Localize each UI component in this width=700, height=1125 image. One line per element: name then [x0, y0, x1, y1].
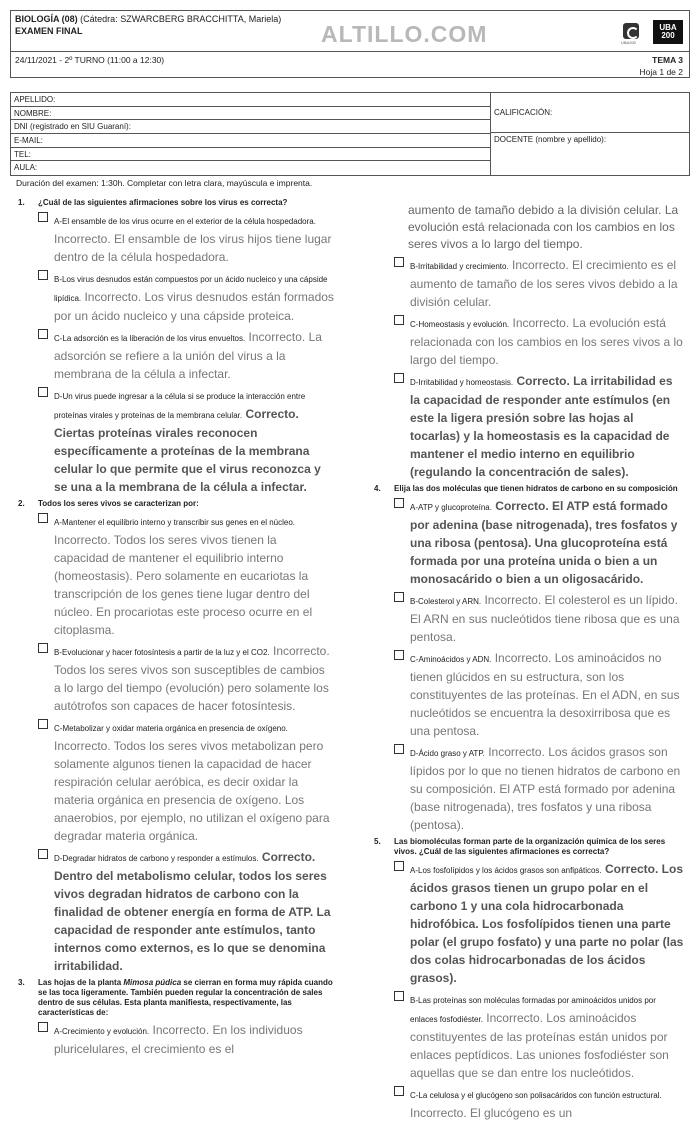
right-column [372, 202, 684, 1125]
question-number: 4. [374, 484, 381, 493]
question-2 [16, 499, 334, 975]
option-4c[interactable]: C-Aminoácidos y ADN. Incorrecto. Los aminoácidos no tienen glúcidos en su estructura, son los constituyentes de las proteínas. En el ADN, en sus nucleótidos se encuentra la desoxirribosa que es una pentosa. [394, 649, 684, 740]
question-number: 1. [18, 198, 25, 207]
option-2d[interactable]: D-Degradar hidratos de carbono y responder a estímulos. Correcto. Dentro del metabolismo celular, todos los seres vivos degradan hidratos de carbono con la finalidad de obtener energía en forma de ATP. La capacidad de responder ante estímulos, tanto internos como externos, es lo que se denomina irritabilidad. [38, 848, 334, 975]
option-1a[interactable]: A-El ensamble de los virus ocurre en el exterior de la célula hospedadora. Incorrecto. El ensamble de los virus hijos tiene lugar dentro de la célula hospedadora. [38, 211, 334, 266]
option-3c[interactable]: C-Homeostasis y evolución. Incorrecto. La evolución está relacionada con los cambios en los seres vivos a lo largo del tiempo. [394, 314, 684, 369]
question-number: 3. [18, 978, 25, 987]
field-apellido[interactable]: APELLIDO: [11, 93, 490, 107]
question-text: Las hojas de la planta Mimosa púdica se cierran en forma muy rápida cuando se las toca ligeramente. También pueden regular la concentración de sales dentro de sus células. Esta planta manifiesta, respectivamente, las características de: [38, 978, 333, 1017]
checkbox[interactable] [38, 849, 48, 859]
field-email[interactable]: E-MAIL: [11, 134, 490, 148]
checkbox[interactable] [394, 498, 404, 508]
field-calificacion: CALIFICACIÓN: [491, 93, 689, 133]
question-1 [16, 198, 334, 496]
checkbox[interactable] [38, 719, 48, 729]
page-number: Hoja 1 de 2 [639, 67, 683, 77]
checkbox[interactable] [394, 1086, 404, 1096]
checkbox[interactable] [394, 257, 404, 267]
uba-logo [617, 18, 685, 46]
exam-date: 24/11/2021 - 2º TURNO (11:00 a 12:30) [15, 55, 165, 65]
option-2a[interactable]: A-Mantener el equilibrio interno y transcribir sus genes en el núcleo. Incorrecto. Todos los seres vivos tienen la capacidad de mantener el equilibrio interno (homeostasis). Pero solamente en eucariotas la transcripción de los genes tiene lugar dentro del núcleo. En procariotas este proceso ocurre en el citoplasma. [38, 512, 334, 639]
option-5a[interactable]: A-Los fosfolípidos y los ácidos grasos son anfipáticos. Correcto. Los ácidos grasos tienen un grupo polar en el carbono 1 y una cola hidrocarbonada hidrofóbica. Los fosfolípidos tienen una parte polar (el grupo fosfato) y una parte no polar (las dos colas hidrocarbonadas de los ácidos grasos). [394, 860, 684, 987]
question-text: Todos los seres vivos se caracterizan por: [38, 499, 199, 508]
option-2c[interactable]: C-Metabolizar y oxidar materia orgánica en presencia de oxígeno. Incorrecto. Todos los seres vivos metabolizan pero solamente algunos tienen la capacidad de hacer respiración celular aeróbica, es decir oxidar la materia orgánica en presencia de oxígeno. Los anaerobios, por ejemplo, no utilizan el oxígeno para degradar materia orgánica. [38, 718, 334, 845]
checkbox[interactable] [38, 270, 48, 280]
option-1d[interactable]: D-Un virus puede ingresar a la célula si se produce la interacción entre proteínas virales y proteínas de la membrana celular. Correcto. Ciertas proteínas virales reconocen específicamente a proteínas de la membrana celular lo que permite que el virus reconozca y se una a la membrana de la célula a infectar. [38, 386, 334, 496]
checkbox[interactable] [38, 212, 48, 222]
checkbox[interactable] [38, 387, 48, 397]
field-tel[interactable]: TEL: [11, 148, 490, 162]
checkbox[interactable] [394, 991, 404, 1001]
exam-type: EXAMEN FINAL [15, 26, 83, 36]
subject-line: BIOLOGÍA (08) (Cátedra: SZWARCBERG BRACCHITTA, Mariela) [15, 14, 282, 24]
exam-header [10, 10, 690, 78]
option-3a[interactable]: A-Crecimiento y evolución. Incorrecto. En los individuos pluricelulares, el crecimiento es el [38, 1021, 334, 1058]
field-nombre[interactable]: NOMBRE: [11, 107, 490, 121]
option-5b[interactable]: B-Las proteínas son moléculas formadas por aminoácidos unidos por enlaces fosfodiéster. Incorrecto. Los aminoácidos constituyentes de las proteínas están unidos por enlaces peptídicos. Las uniones fosfodiéster son aquellas que se dan entre los nucleótidos. [394, 990, 684, 1082]
option-4b[interactable]: B-Colesterol y ARN. Incorrecto. El colesterol es un lípido. El ARN en sus nucleótidos tiene ribosa que es una pentosa. [394, 591, 684, 646]
exam-tema: TEMA 3 [652, 55, 683, 65]
question-number: 2. [18, 499, 25, 508]
uba-emblem-icon [623, 23, 639, 39]
question-5 [372, 837, 684, 1122]
option-3d[interactable]: D-Irritabilidad y homeostasis. Correcto. La irritabilidad es la capacidad de responder ante estímulos (en este la ligera presión sobre las hojas al tocarlas) y la homeostasis es la capacidad de mantener el medio interno en equilibrio (regulando la concentración de sales). [394, 372, 684, 481]
checkbox[interactable] [38, 513, 48, 523]
student-info-form [10, 92, 690, 176]
checkbox[interactable] [38, 643, 48, 653]
logo-text-block: UBA 200 [653, 20, 683, 44]
logo-small-text: UBA200 [621, 40, 636, 45]
checkbox[interactable] [394, 315, 404, 325]
question-text: Las biomoléculas forman parte de la organización química de los seres vivos. ¿Cuál de las siguientes afirmaciones es correcta? [394, 837, 666, 856]
option-3a-continued: aumento de tamaño debido a la división celular. La evolución está relacionada con los cambios en los seres vivos a lo largo del tiempo. [408, 203, 679, 251]
checkbox[interactable] [394, 650, 404, 660]
question-4 [372, 484, 684, 834]
option-5c[interactable]: C-La celulosa y el glucógeno son polisacáridos con función estructural. Incorrecto. El glucógeno es un [394, 1085, 684, 1122]
option-1b[interactable]: B-Los virus desnudos están compuestos por un ácido nucleico y una cápside lipídica. Incorrecto. Los virus desnudos están formados por un ácido nucleico y una cápside proteica. [38, 269, 334, 325]
left-column [16, 198, 334, 1061]
field-aula[interactable]: AULA: [14, 163, 38, 173]
question-text: ¿Cuál de las siguientes afirmaciones sobre los virus es correcta? [38, 198, 288, 207]
checkbox[interactable] [38, 329, 48, 339]
exam-duration: Duración del examen: 1:30h. Completar con letra clara, mayúscula e imprenta. [16, 178, 313, 188]
question-text: Elija las dos moléculas que tienen hidratos de carbono en su composición [394, 484, 678, 493]
checkbox[interactable] [38, 1022, 48, 1032]
checkbox[interactable] [394, 744, 404, 754]
field-docente[interactable]: DOCENTE (nombre y apellido): [494, 135, 607, 144]
option-4d[interactable]: D-Ácido graso y ATP. Incorrecto. Los ácidos grasos son lípidos por lo que no tienen hidratos de carbono en su composición. El ATP está formado por adenina (base nitrogenada), tres fosfatos y una ribosa (pentosa). [394, 743, 684, 834]
option-3b[interactable]: B-Irritabilidad y crecimiento. Incorrecto. El crecimiento es el aumento de tamaño de los seres vivos debido a la división celular. [394, 256, 684, 311]
site-watermark: ALTILLO.COM [321, 21, 488, 47]
checkbox[interactable] [394, 373, 404, 383]
option-2b[interactable]: B-Evolucionar y hacer fotosíntesis a partir de la luz y el CO2. Incorrecto. Todos los seres vivos son susceptibles de cambios a lo largo del tiempo (evolución) pero solamente los autótrofos son capaces de hacer fotosíntesis. [38, 642, 334, 715]
question-number: 5. [374, 837, 381, 846]
option-4a[interactable]: A-ATP y glucoproteína. Correcto. El ATP está formado por adenina (base nitrogenada), tres fosfatos y una ribosa (pentosa). Una glucoproteína está formada por una proteína unida o bien a un monosacárido o bien a un oligosacárido. [394, 497, 684, 588]
checkbox[interactable] [394, 592, 404, 602]
checkbox[interactable] [394, 861, 404, 871]
question-3 [16, 978, 334, 1058]
option-1c[interactable]: C-La adsorción es la liberación de los virus envueltos. Incorrecto. La adsorción se refiere a la unión del virus a la membrana de la célula a infectar. [38, 328, 334, 383]
field-dni[interactable]: DNI (registrado en SIU Guaraní): [11, 120, 490, 134]
